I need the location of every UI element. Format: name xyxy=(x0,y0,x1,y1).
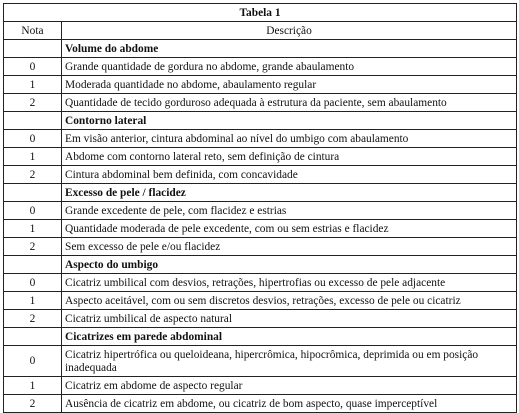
descricao-cell: Quantidade moderada de pele excedente, com ou sem estrias e flacidez xyxy=(62,220,517,238)
section-title: Cicatrizes em parede abdominal xyxy=(62,328,517,346)
descricao-cell: Abdome com contorno lateral reto, sem definição de cintura xyxy=(62,148,517,166)
nota-cell: 0 xyxy=(4,130,62,148)
descricao-cell: Aspecto aceitável, com ou sem discretos desvios, retrações, excesso de pele ou cicatriz xyxy=(62,292,517,310)
rating-table xyxy=(3,3,517,413)
section-title: Contorno lateral xyxy=(62,112,517,130)
table-row xyxy=(4,274,517,292)
nota-cell: 0 xyxy=(4,202,62,220)
section-row xyxy=(4,184,517,202)
table-row xyxy=(4,238,517,256)
descricao-cell: Cicatriz em abdome de aspecto regular xyxy=(62,377,517,395)
table-row xyxy=(4,377,517,395)
section-row xyxy=(4,40,517,58)
section-title: Aspecto do umbigo xyxy=(62,256,517,274)
section-nota-empty-cell xyxy=(4,184,62,202)
descricao-cell: Cicatriz hipertrófica ou queloideana, hipercrômica, hipocrômica, deprimida ou em posição inadequada xyxy=(62,346,517,377)
table-row xyxy=(4,202,517,220)
descricao-cell: Moderada quantidade no abdome, abaulamento regular xyxy=(62,76,517,94)
table-row xyxy=(4,346,517,377)
descricao-cell: Cintura abdominal bem definida, com concavidade xyxy=(62,166,517,184)
descricao-cell: Cicatriz umbilical com desvios, retrações, hipertrofias ou excesso de pele adjacente xyxy=(62,274,517,292)
section-row xyxy=(4,256,517,274)
nota-cell: 2 xyxy=(4,395,62,413)
table-row xyxy=(4,292,517,310)
table-row xyxy=(4,130,517,148)
table-row xyxy=(4,58,517,76)
descricao-cell: Cicatriz umbilical de aspecto natural xyxy=(62,310,517,328)
table-row xyxy=(4,166,517,184)
nota-cell: 0 xyxy=(4,58,62,76)
nota-cell: 2 xyxy=(4,310,62,328)
section-nota-empty-cell xyxy=(4,112,62,130)
table-row xyxy=(4,220,517,238)
nota-cell: 1 xyxy=(4,148,62,166)
column-header-descricao: Descrição xyxy=(62,22,517,40)
table-header-row xyxy=(4,22,517,40)
table-title-row xyxy=(4,4,517,22)
nota-cell: 2 xyxy=(4,94,62,112)
section-row xyxy=(4,328,517,346)
nota-cell: 1 xyxy=(4,377,62,395)
section-nota-empty-cell xyxy=(4,40,62,58)
descricao-cell: Em visão anterior, cintura abdominal ao nível do umbigo com abaulamento xyxy=(62,130,517,148)
section-nota-empty-cell xyxy=(4,328,62,346)
descricao-cell: Sem excesso de pele e/ou flacidez xyxy=(62,238,517,256)
nota-cell: 1 xyxy=(4,292,62,310)
nota-cell: 2 xyxy=(4,166,62,184)
section-title: Excesso de pele / flacidez xyxy=(62,184,517,202)
nota-cell: 2 xyxy=(4,238,62,256)
descricao-cell: Grande quantidade de gordura no abdome, grande abaulamento xyxy=(62,58,517,76)
descricao-cell: Grande excedente de pele, com flacidez e estrias xyxy=(62,202,517,220)
column-header-nota: Nota xyxy=(4,22,62,40)
table-row xyxy=(4,310,517,328)
nota-cell: 1 xyxy=(4,76,62,94)
table-row xyxy=(4,94,517,112)
table-row xyxy=(4,76,517,94)
nota-cell: 1 xyxy=(4,220,62,238)
section-title: Volume do abdome xyxy=(62,40,517,58)
descricao-cell: Quantidade de tecido gorduroso adequada à estrutura da paciente, sem abaulamento xyxy=(62,94,517,112)
nota-cell: 0 xyxy=(4,346,62,377)
nota-cell: 0 xyxy=(4,274,62,292)
descricao-cell: Ausência de cicatriz em abdome, ou cicatriz de bom aspecto, quase imperceptível xyxy=(62,395,517,413)
table-title: Tabela 1 xyxy=(4,4,517,22)
rating-table-body xyxy=(4,4,517,413)
section-row xyxy=(4,112,517,130)
table-row xyxy=(4,148,517,166)
section-nota-empty-cell xyxy=(4,256,62,274)
